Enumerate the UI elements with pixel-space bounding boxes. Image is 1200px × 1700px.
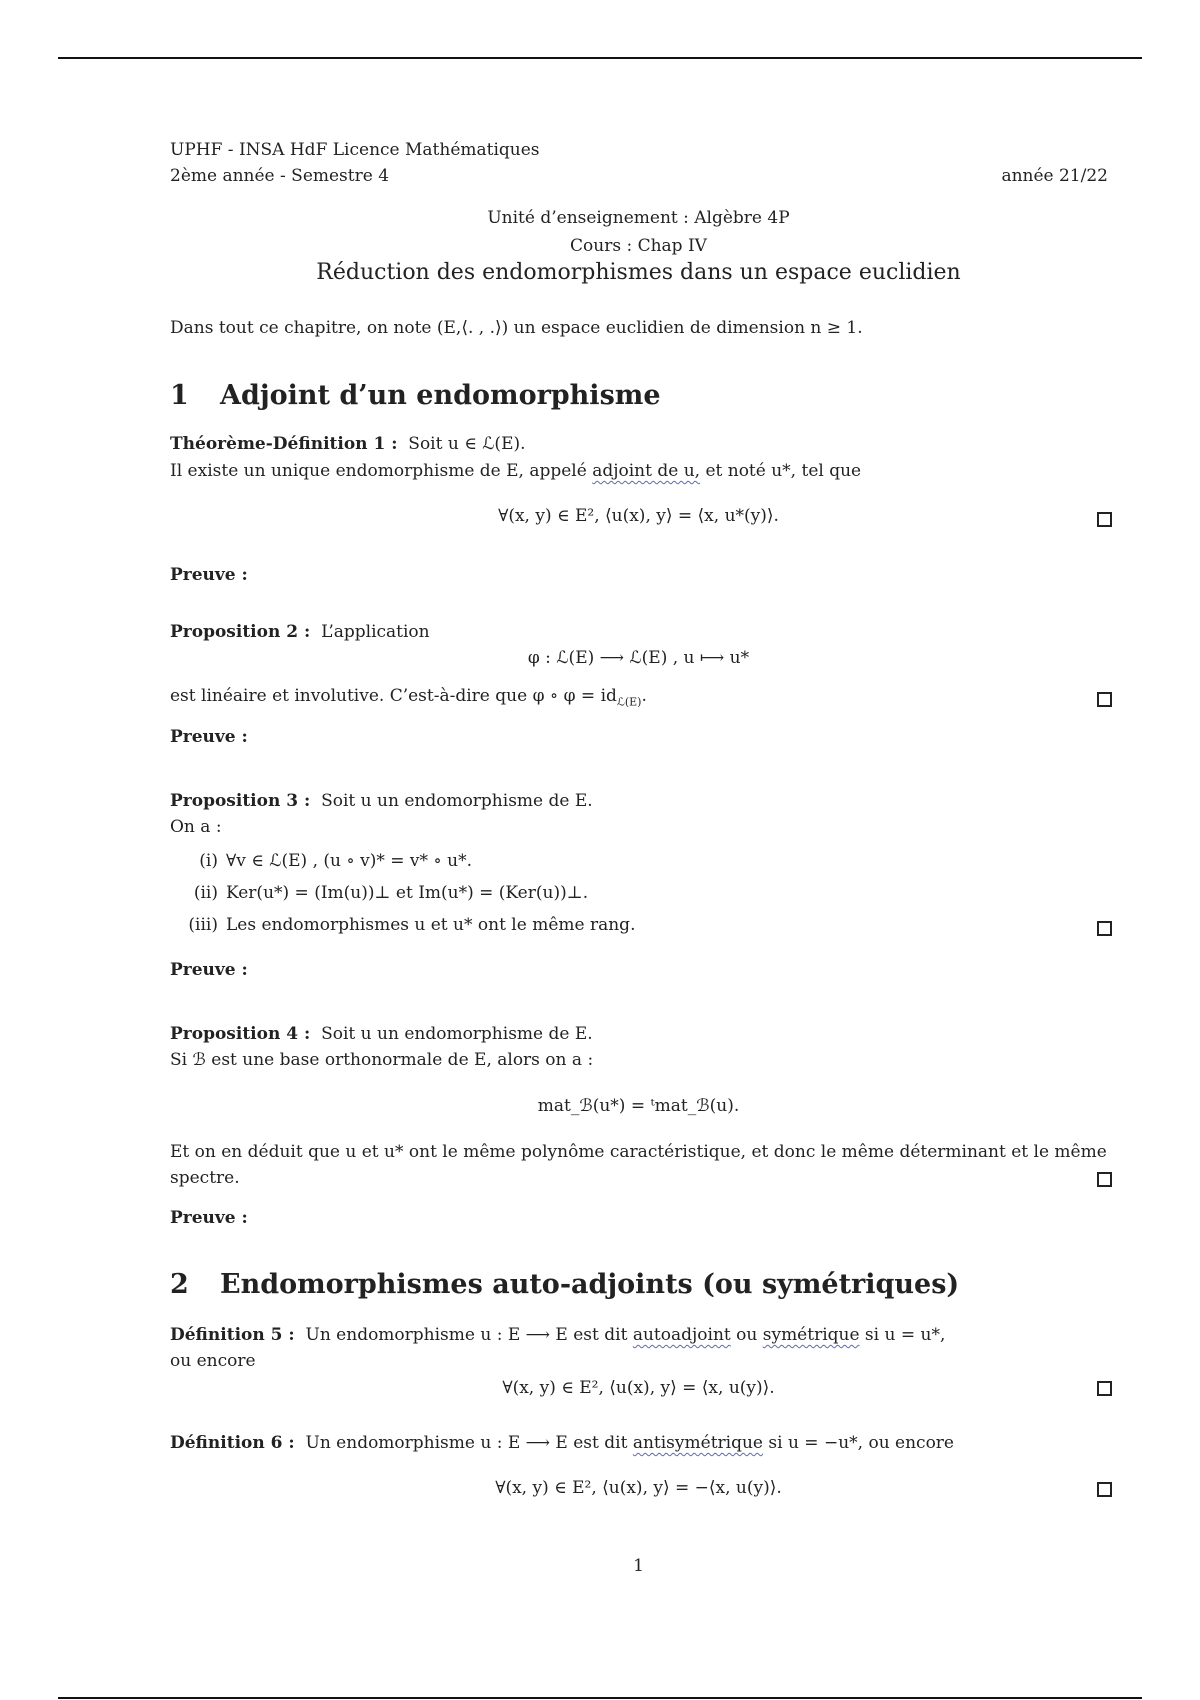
definition-5-formula: ∀(x, y) ∈ E², ⟨u(x), y⟩ = ⟨x, u(y)⟩. <box>502 1378 775 1398</box>
theorem-text: Soit u ∈ ℒ(E). <box>408 434 526 454</box>
proposition-label: Proposition 4 : <box>170 1024 311 1044</box>
proposition-4-line2: Si ℬ est une base orthonormale de E, alors on a : <box>170 1050 594 1070</box>
theorem-1-formula: ∀(x, y) ∈ E², ⟨u(x), y⟩ = ⟨x, u*(y)⟩. <box>498 506 779 526</box>
page-number: 1 <box>633 1556 644 1576</box>
qed-square-icon <box>1097 1381 1112 1396</box>
section-1-heading <box>170 380 661 411</box>
proposition-text: Soit u un endomorphisme de E. <box>321 791 593 811</box>
theorem-line-part: Il existe un unique endomorphisme de E, appelé <box>170 461 593 481</box>
section-title: Endomorphismes auto-adjoints (ou symétriques) <box>220 1269 960 1300</box>
term-antisymetrique: antisymétrique <box>632 1433 763 1453</box>
proposition-3 <box>170 791 593 811</box>
proposition-2 <box>170 622 430 642</box>
proposition-label: Proposition 2 : <box>170 622 311 642</box>
course-chapter: Cours : Chap IV <box>570 236 707 256</box>
qed-square-icon <box>1097 921 1112 936</box>
definition-6 <box>170 1433 954 1453</box>
section-number: 2 <box>170 1269 189 1300</box>
academic-year: année 21/22 <box>1001 166 1108 186</box>
on-a-text: On a : <box>170 817 222 837</box>
qed-square-icon <box>1097 512 1112 527</box>
proposition-text: L’application <box>321 622 430 642</box>
theorem-label: Théorème-Définition 1 : <box>170 434 398 454</box>
proposition-4-formula: mat_ℬ(u*) = ᵗmat_ℬ(u). <box>537 1096 740 1116</box>
definition-text: Un endomorphisme u : E ⟶ E est dit <box>305 1325 633 1345</box>
definition-label: Définition 5 : <box>170 1325 295 1345</box>
proposition-label: Proposition 3 : <box>170 791 311 811</box>
definition-text: ou <box>730 1325 763 1345</box>
item-text: Les endomorphismes u et u* ont le même rang. <box>226 915 636 935</box>
institution: UPHF - INSA HdF Licence Mathématiques <box>170 140 540 160</box>
definition-label: Définition 6 : <box>170 1433 295 1453</box>
qed-square-icon <box>1097 692 1112 707</box>
term-symetrique: symétrique <box>762 1325 860 1345</box>
conclusion-end: . <box>641 686 647 706</box>
item-text: Ker(u*) = (Im(u))⊥ et Im(u*) = (Ker(u))⊥. <box>226 883 589 903</box>
item-number: (i) <box>199 851 218 871</box>
top-rule <box>58 57 1142 59</box>
item-number: (ii) <box>193 883 218 903</box>
proposition-text: Soit u un endomorphisme de E. <box>321 1024 593 1044</box>
item-number: (iii) <box>188 915 218 935</box>
section-title: Adjoint d’un endomorphisme <box>220 380 661 411</box>
section-2-heading <box>170 1269 959 1300</box>
item-text: ∀v ∈ ℒ(E) , (u ∘ v)* = v* ∘ u*. <box>226 851 472 871</box>
definition-text: Un endomorphisme u : E ⟶ E est dit <box>305 1433 633 1453</box>
proof-label: Preuve : <box>170 960 248 980</box>
qed-square-icon <box>1097 1482 1112 1497</box>
course-unit: Unité d’enseignement : Algèbre 4P <box>487 208 790 228</box>
intro-text: Dans tout ce chapitre, on note (E,⟨. , .⟩) un espace euclidien de dimension n ≥ 1. <box>170 318 863 338</box>
proposition-2-conclusion <box>170 686 647 708</box>
year-semester: 2ème année - Semestre 4 <box>170 166 390 186</box>
definition-5-line2: ou encore <box>170 1351 256 1371</box>
definition-text: si u = u*, <box>859 1325 946 1345</box>
proof-label: Preuve : <box>170 1208 248 1228</box>
term-autoadjoint: autoadjoint <box>632 1325 731 1345</box>
term-adjoint: adjoint de u, <box>592 461 701 481</box>
definition-5 <box>170 1325 945 1345</box>
proof-label: Preuve : <box>170 727 248 747</box>
proposition-2-formula: φ : ℒ(E) ⟶ ℒ(E) , u ⟼ u* <box>527 648 750 668</box>
proof-label: Preuve : <box>170 565 248 585</box>
subscript: ℒ(E) <box>616 695 642 709</box>
section-number: 1 <box>170 380 189 411</box>
proposition-4-conclusion-1: Et on en déduit que u et u* ont le même polynôme caractéristique, et donc le même déterminant et le même <box>170 1142 1107 1162</box>
definition-text: si u = −u*, ou encore <box>762 1433 954 1453</box>
proposition-4 <box>170 1024 593 1044</box>
conclusion-text: est linéaire et involutive. C’est-à-dire que φ ∘ φ = id <box>170 686 617 706</box>
definition-6-formula: ∀(x, y) ∈ E², ⟨u(x), y⟩ = −⟨x, u(y)⟩. <box>495 1478 782 1498</box>
list-item <box>180 883 588 903</box>
page-title: Réduction des endomorphismes dans un espace euclidien <box>316 260 961 285</box>
theorem-1-line2 <box>170 461 861 481</box>
bottom-rule <box>58 1697 1142 1699</box>
theorem-line-part: et noté u*, tel que <box>700 461 862 481</box>
qed-square-icon <box>1097 1172 1112 1187</box>
theorem-1 <box>170 434 526 454</box>
proposition-4-conclusion-2: spectre. <box>170 1168 240 1188</box>
list-item <box>174 915 635 935</box>
list-item <box>186 851 472 871</box>
